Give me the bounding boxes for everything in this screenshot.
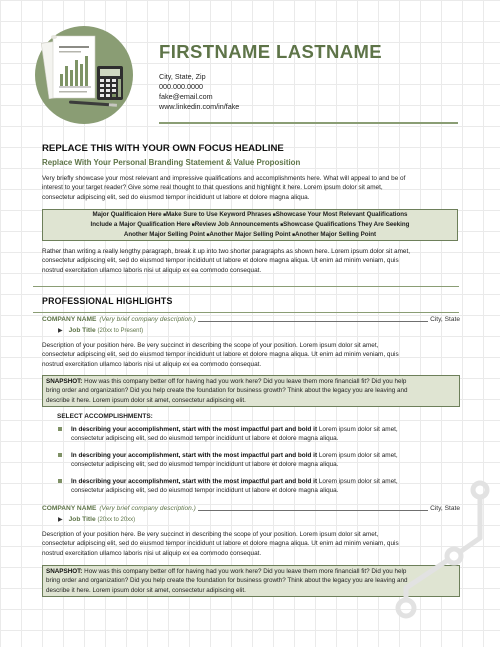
summary-line: Description of your position here. Be very succinct in describing the scope of your position. Lorem ipsum dolor sit amet, [42,531,379,538]
triangle-bullet-icon: ▶ [58,517,63,523]
summary-line: consectetur adipiscing elit, sed do eiusmod tempor incididunt ut labore et dolore magna aliqua. Ut enim ad minim veniam, quis [42,540,399,548]
intro-line: nostrud exercitation ullamco laboris nisi ut aliquip ex ea commodo consequat. [42,266,262,274]
accomplishment-text: consectetur adipiscing elit, sed do eiusmod tempor incididunt ut labore et dolore magna aliqua. [71,461,339,469]
snapshot-line: How was this company better off for having had you work here? Did you leave them more financiall fit? Did you help [82,568,407,575]
focus-headline: REPLACE THIS WITH YOUR OWN FOCUS HEADLINE [42,143,284,154]
qualifications-box [42,209,458,241]
qualification-item: ■ Review Job Announcements [190,221,278,228]
qualification-row [124,230,376,240]
accomplishment-text: consectetur adipiscing elit, sed do eiusmod tempor incididunt ut labore et dolore magna aliqua. [71,487,339,495]
header-divider [159,122,458,124]
summary-line: consectetur adipiscing elit, sed do eiusmod tempor incididunt ut labore et dolore magna aliqua. Ut enim ad minim veniam, quis [42,351,399,359]
job-title: Job Title [68,516,96,523]
qualification-item: Major Qualificaion Here [92,210,162,218]
qualification-row [91,220,410,230]
linkedin-text: www.linkedin.com/in/fake [159,102,240,111]
job-dates: (20xx to Present) [97,328,144,334]
job-summary [42,341,460,369]
qualification-item: ■ Another Major Selling Point [205,231,291,238]
phone-text: 000.000.0000 [159,82,203,91]
summary-line: Description of your position here. Be very succinct in describing the scope of your position. Lorem ipsum dolor sit amet, [42,342,379,349]
company-location: City, State [430,505,460,512]
branding-statement: Replace With Your Personal Branding Statement & Value Proposition [42,158,301,167]
company-description: (Very brief company description.) [99,316,196,323]
snapshot-line: describe it here. Lorem ipsum dolor sit amet, consectetur adipiscing elit. [46,586,246,594]
qualification-item: ■ Showcase Qualifications They Are Seeking [279,221,410,228]
intro-line: consectetur adipiscing elit, sed do eiusmod tempor incididunt ut labore et dolore magna aliqua. [42,193,310,201]
job-dates: (20xx to 20xx) [97,517,136,523]
qualification-item: Include a Major Qualification Here [90,220,191,228]
snapshot-line: bring order and organization? Did you help create the foundation for business growth? Think about the legacy you are leaving and [46,387,408,395]
section-divider-top [33,286,459,287]
intro-line: Rather than writing a really lengthy paragraph, break it up into two shorter paragraphs as shown here. Lorem ipsum dolor sit amet, [42,248,411,255]
intro-line: consectetur adipiscing elit, sed do eiusmod tempor incididunt ut labore et dolore magna aliqua. Ut enim ad minim veniam, quis [42,257,399,265]
intro-line: interest to your target reader? Give some real thought to that questions and highlight it here. Lorem ipsum dolor sit amet, [42,184,383,192]
company-description: (Very brief company description.) [99,505,196,512]
candidate-name: FIRSTNAME LASTNAME [159,41,383,62]
circuit-nodes-icon [376,478,500,647]
snapshot-line: bring order and organization? Did you help create the foundation for business growth? Think about the legacy you are leaving and [46,577,408,585]
accomplishment-text: consectetur adipiscing elit, sed do eiusmod tempor incididunt ut labore et dolore magna aliqua. [71,435,339,443]
section-title: PROFESSIONAL HIGHLIGHTS [42,296,173,306]
summary-line: nostrud exercitation ullamco laboris nisi ut aliquip ex ea commodo consequat. [42,549,262,557]
email-text: fake@email.com [159,92,213,101]
intro-line: Very briefly showcase your most relevant and impressive qualifications and accomplishments here. What will appeal to and be of [42,175,406,182]
accomplishment-bold: In describing your accomplishment, start with the most impactful part and bold it [71,426,318,433]
leader-line [198,321,428,322]
qualification-item: Another Major Selling Point [123,231,205,239]
company-name: COMPANY NAME [42,316,97,323]
square-bullet-icon [58,427,62,431]
summary-line: nostrud exercitation ullamco laboris nisi ut aliquip ex ea commodo consequat. [42,360,262,368]
snapshot-label: SNAPSHOT: [46,568,83,575]
accomplishment-text: Lorem ipsum dolor sit amet, [317,426,398,433]
square-bullet-icon [58,479,62,483]
accomplishment-bold: In describing your accomplishment, start with the most impactful part and bold it [71,478,318,485]
qualification-item: ■ Make Sure to Use Keyword Phrases [162,211,272,218]
qualification-row [92,210,407,220]
snapshot-line: describe it here. Lorem ipsum dolor sit amet, consectetur adipiscing elit. [46,396,246,404]
location-text: City, State, Zip [159,72,206,81]
qualification-item: ■ Showcase Your Most Relevant Qualifications [271,211,407,218]
accomplishment-text: Lorem ipsum dolor sit amet, [317,452,398,459]
intro-paragraph [42,174,460,202]
snapshot-label: SNAPSHOT: [46,378,83,385]
company-name: COMPANY NAME [42,505,97,512]
snapshot-line: How was this company better off for having had you work here? Did you leave them more financiall fit? Did you help [82,378,407,385]
accomplishment-text: Lorem ipsum dolor sit amet, [317,478,398,485]
section-divider-bottom [33,312,459,313]
job-title-line [58,327,143,334]
accomplishments-heading: SELECT ACCOMPLISHMENTS: [57,413,153,420]
company-line [42,316,460,323]
documents-calculator-icon [35,26,133,124]
company-location: City, State [430,316,460,323]
job-title: Job Title [68,327,96,334]
qualification-item: ■ Another Major Selling Point [291,231,377,238]
triangle-bullet-icon: ▶ [58,328,63,334]
accomplishment-bold: In describing your accomplishment, start with the most impactful part and bold it [71,452,318,459]
job-title-line [58,516,135,523]
intro-paragraph-2 [42,247,460,275]
contact-block [159,72,239,112]
snapshot-box [42,375,460,407]
square-bullet-icon [58,453,62,457]
